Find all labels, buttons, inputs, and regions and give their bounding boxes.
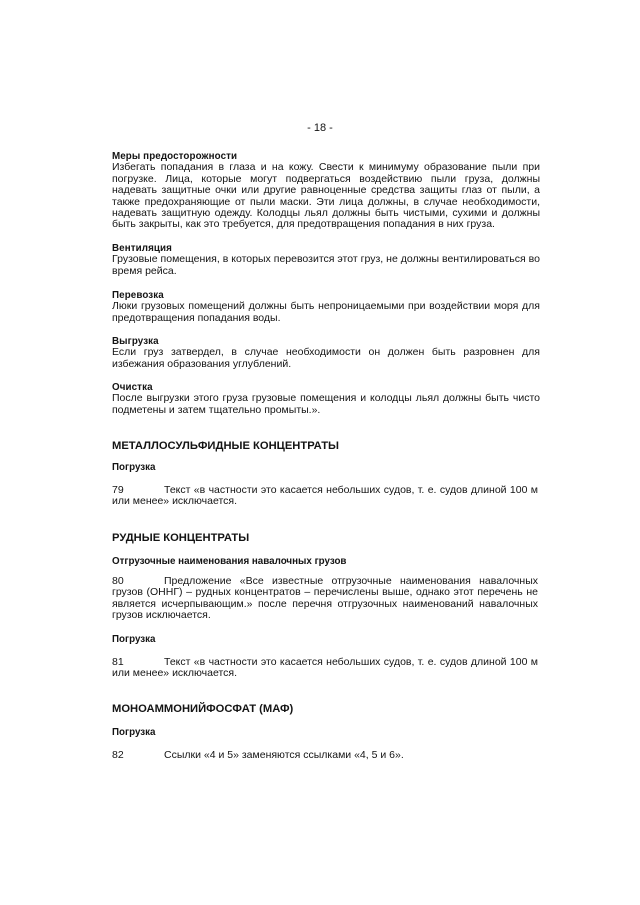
cleanup-section [112, 382, 540, 416]
paragraph-82 [112, 750, 538, 761]
discharge-heading: Выгрузка [112, 336, 159, 347]
paragraph-79 [112, 485, 538, 508]
ore-loading-subheading: Погрузка [112, 634, 156, 645]
cleanup-text: После выгрузки этого груза грузовые помещения и колодцы льял должны быть чисто подметены и затем тщательно промыты.». [112, 392, 540, 416]
ore-concentrates-title: РУДНЫЕ КОНЦЕНТРАТЫ [112, 532, 250, 544]
paragraph-text: Ссылки «4 и 5» заменяются ссылками «4, 5 и 6». [164, 749, 404, 761]
ventilation-section [112, 243, 540, 277]
carriage-text: Люки грузовых помещений должны быть непроницаемыми при воздействии моря для предотвращения попадания воды. [112, 300, 540, 324]
discharge-text: Если груз затвердел, в случае необходимости он должен быть разровнен для избежания образования углублений. [112, 346, 540, 370]
precautions-text: Избегать попадания в глаза и на кожу. Свести к минимуму образование пыли при погрузке. Лица, которые могут подвергаться воздействию пыли груза, должны надевать защитные очки или другие равноценные средства защиты глаз от пыли, а также предохраняющие от пыли маски. Эти лица должны, в случае необходимости, надевать защитную одежду. Колодцы льял должны быть чистыми, сухими и должны быть закрыты, как это требуется, для предотвращения попадания в них груза. [112, 161, 540, 231]
paragraph-number: 79 [112, 484, 124, 496]
paragraph-80 [112, 576, 538, 622]
metal-sulphide-title: МЕТАЛЛОСУЛЬФИДНЫЕ КОНЦЕНТРАТЫ [112, 440, 339, 452]
map-title: МОНОАММОНИЙФОСФАТ (МАФ) [112, 703, 294, 715]
discharge-section [112, 336, 540, 370]
carriage-heading: Перевозка [112, 290, 164, 301]
paragraph-text: Текст «в частности это касается небольших судов, т. е. судов длиной 100 м или менее» исключается. [112, 484, 538, 508]
cleanup-heading: Очистка [112, 382, 153, 393]
metal-sulphide-subheading: Погрузка [112, 462, 156, 473]
paragraph-text: Предложение «Все известные отгрузочные наименования навалочных грузов (ОННГ) – рудных концентратов – перечислены выше, однако этот перечень не является исчерпывающим.» после перечня отгрузочных наименований навалочных грузов исключается. [112, 575, 538, 622]
precautions-section [112, 151, 540, 231]
carriage-section [112, 290, 540, 324]
precautions-heading: Меры предосторожности [112, 151, 238, 162]
ore-shipping-names-subheading: Отгрузочные наименования навалочных грузов [112, 556, 347, 567]
paragraph-text: Текст «в частности это касается небольших судов, т. е. судов длиной 100 м или менее» исключается. [112, 656, 538, 680]
map-subheading: Погрузка [112, 727, 156, 738]
paragraph-number: 82 [112, 749, 124, 761]
page-number: - 18 - [307, 122, 333, 134]
ventilation-text: Грузовые помещения, в которых перевозится этот груз, не должны вентилироваться во время рейса. [112, 253, 540, 277]
ventilation-heading: Вентиляция [112, 243, 172, 254]
paragraph-number: 80 [112, 575, 124, 587]
paragraph-81 [112, 657, 538, 680]
paragraph-number: 81 [112, 656, 124, 668]
